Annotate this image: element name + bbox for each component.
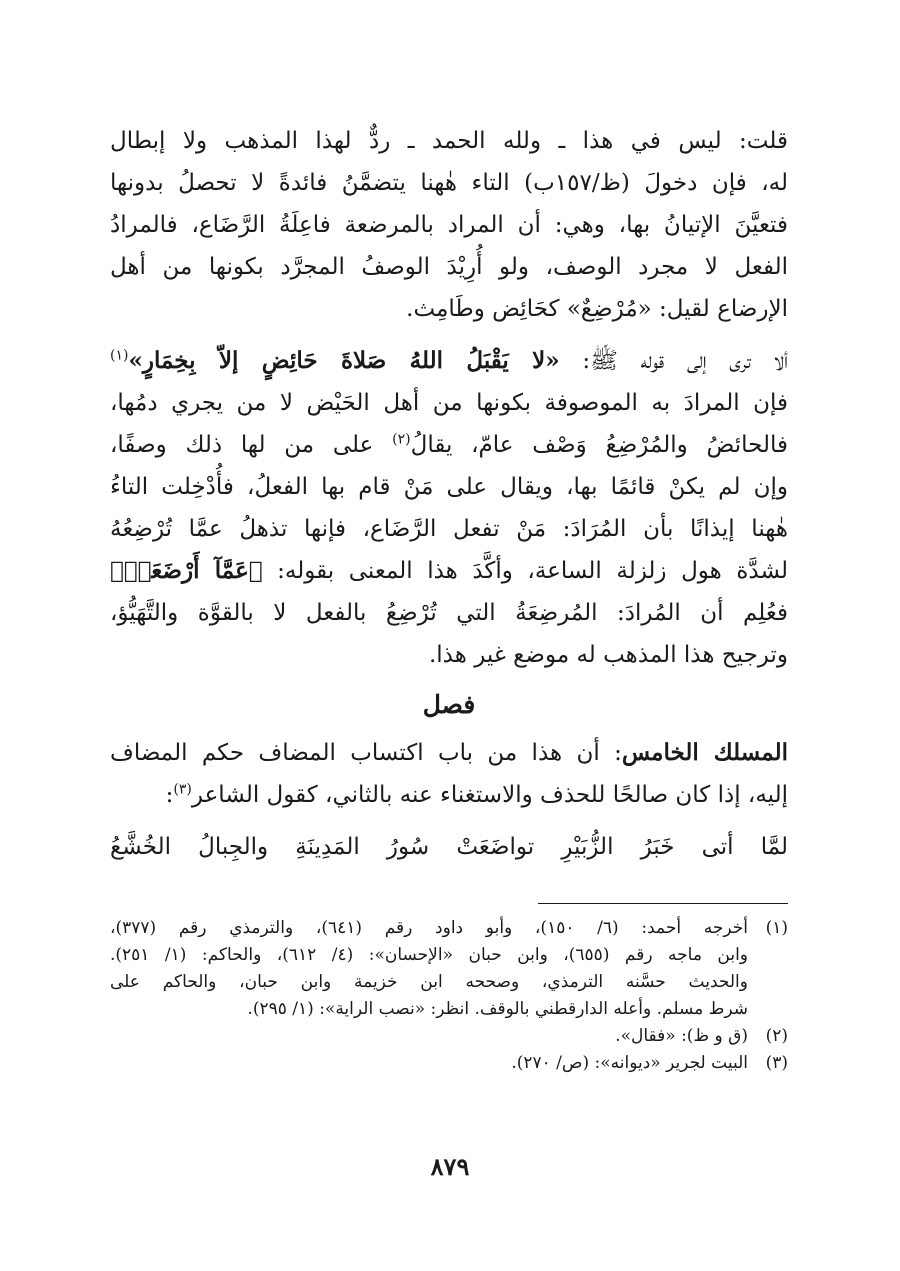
poetry-verse	[110, 826, 788, 868]
paragraph-1	[110, 120, 788, 330]
paragraph-3	[110, 732, 788, 816]
footnote-ref-2[interactable]: (٢)	[392, 431, 411, 448]
footnote-number: (٢)	[765, 1026, 788, 1046]
section-heading: فصل	[422, 690, 476, 719]
first-hemistich: لمَّا أتى خَبَرُ الزُّبَيْرِ تواضَعَتْ	[456, 834, 789, 860]
footnote-text: البيت لجرير «ديوانه»: (ص/ ٢٧٠).	[511, 1053, 748, 1073]
text-segment: : أن هذا من باب اكتساب المضاف حكم المضاف	[110, 740, 622, 766]
footnote-number: (٣)	[765, 1053, 788, 1073]
footnote-separator	[538, 903, 788, 904]
text-line: هٰهنا إيذانًا بأن المُرَادَ: مَنْ تفعل الرَّضَاع، فإنها تذهلُ عمَّا تُرْضِعُهُ	[110, 516, 788, 542]
footnote-line: وابن ماجه رقم (٦٥٥)، وابن حبان «الإحسان»: (٤/ ٦١٢)، والحاكم: (١/ ٢٥١).	[110, 945, 749, 965]
footnote-text: أخرجه أحمد: (٦/ ١٥٠)، وأبو داود رقم (٦٤١)، والترمذي رقم (٣٧٧)،	[110, 918, 748, 938]
footnote-2	[110, 1023, 788, 1050]
footnote-line: شرط مسلم. وأعله الدارقطني بالوقف. انظر: «نصب الراية»: (١/ ٢٩٥).	[247, 999, 748, 1019]
footnote-ref-3[interactable]: (٣)	[173, 781, 192, 798]
text-line: قلت: ليس في هذا ـ ولله الحمد ـ ردٌّ لهذا المذهب ولا إبطال	[110, 128, 788, 154]
text-segment: إليه، إذا كان صالحًا للحذف والاستغناء عنه بالثاني، كقول الشاعر	[191, 782, 788, 808]
hadith-intro: ألا ترى إلى قوله ﷺ:	[559, 348, 788, 374]
text-line	[110, 774, 788, 816]
text-line: الإرضاع لقيل: «مُرْضِعٌ» كحَائِض وطَامِث.	[406, 296, 788, 322]
text-segment: فالحائضُ والمُرْضِعُ وَصْف عامّ، يقالُ	[410, 432, 788, 458]
text-line: الفعل لا مجرد الوصف، ولو أُرِيْدَ الوصفُ المجرَّد بكونها من أهل	[110, 254, 788, 280]
text-line	[110, 424, 788, 466]
text-line: فتعيَّنَ الإتيانُ بها، وهي: أن المراد بالمرضعة فاعِلَةُ الرَّضَاع، فالمرادُ	[110, 212, 788, 238]
text-line-with-quran	[110, 550, 788, 592]
footnote-number: (١)	[765, 918, 788, 938]
quran-quote: ﴿عَمَّآ أَرْضَعَتۡ﴾	[110, 557, 263, 584]
text-line: وترجيح هذا المذهب له موضع غير هذا.	[428, 642, 788, 668]
footnote-1	[110, 915, 788, 942]
text-line	[110, 732, 788, 774]
text-line-with-hadith	[110, 340, 788, 382]
text-segment: :	[165, 782, 174, 808]
text-line: فعُلِم أن المُرادَ: المُرضِعَةُ التي تُرْضِعُ بالفعل لا بالقوَّة والتَّهَيُّؤ،	[110, 600, 789, 626]
text-line: فإن المرادَ به الموصوفة بكونها من أهل الحَيْض لا من يجري دمُها،	[110, 390, 788, 416]
footnote-text: (ق و ظ): «فقال».	[615, 1026, 748, 1046]
footnote-3	[110, 1050, 788, 1077]
text-line: وإن لم يكنْ قائمًا بها، ويقال على مَنْ قام بها الفعلُ، فأُدْخِلت التاءُ	[110, 474, 788, 500]
hadith-text: «لا يَقْبَلُ اللهُ صَلاةَ حَائِضٍ إلاّ بِخِمَارٍ»	[128, 347, 560, 374]
text-segment: لشدَّة هول زلزلة الساعة، وأكَّدَ هذا المعنى بقوله:	[262, 558, 788, 584]
text-segment: على من لها ذلك وصفًا،	[110, 432, 393, 458]
text-line: له، فإن دخولَ (ظ/١٥٧ب) التاء هٰهنا يتضمَّنُ فائدةً لا تحصلُ بدونها	[110, 170, 788, 196]
paragraph-2	[110, 340, 788, 676]
main-text	[110, 120, 788, 868]
section-lead: المسلك الخامس	[621, 739, 788, 766]
footnote-ref-1[interactable]: (١)	[110, 347, 129, 364]
footnote-line: والحديث حسَّنه الترمذي، وصححه ابن خزيمة وابن حبان، والحاكم على	[110, 972, 748, 992]
page-number: ٨٧٩	[430, 1152, 470, 1181]
footnotes	[110, 915, 788, 1077]
second-hemistich: سُورُ المَدِينَةِ والجِبالُ الخُشَّعُ	[110, 834, 430, 860]
